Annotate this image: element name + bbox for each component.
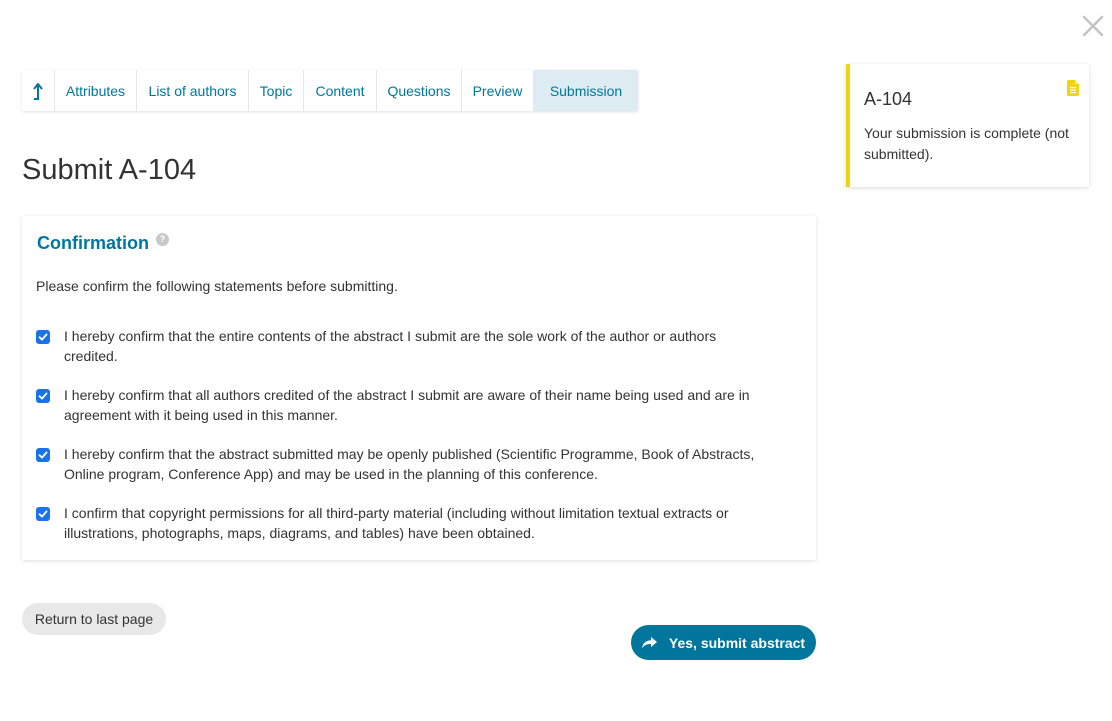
tab-attributes[interactable]: Attributes <box>55 70 137 111</box>
statement-publication <box>36 444 756 484</box>
check-icon <box>38 450 48 460</box>
confirmation-card <box>22 216 816 560</box>
confirmation-intro: Please confirm the following statements before submitting. <box>36 278 398 294</box>
statement-authors-aware <box>36 385 756 425</box>
submit-abstract-label: Yes, submit abstract <box>668 634 806 651</box>
statement-copyright <box>36 503 756 543</box>
statement-sole-work <box>36 326 756 366</box>
statement-text: I confirm that copyright permissions for all third-party material (including without limitation textual extracts or illustrations, photographs, maps, diagrams, and tables) have been obtained. <box>64 505 729 541</box>
arrow-up-icon <box>32 82 44 100</box>
close-icon <box>1079 12 1107 40</box>
share-arrow-icon <box>642 637 657 649</box>
question-icon[interactable]: ? <box>156 233 169 246</box>
statement-checkbox[interactable] <box>36 507 50 521</box>
tab-submission[interactable]: Submission <box>534 70 638 111</box>
statement-text: I hereby confirm that the abstract submitted may be openly published (Scientific Programme, Book of Abstracts, Online program, Conference App) and may be used in the planning of this conference. <box>64 446 755 482</box>
tab-questions[interactable]: Questions <box>377 70 462 111</box>
tab-content[interactable]: Content <box>304 70 377 111</box>
statement-checkbox[interactable] <box>36 448 50 462</box>
submission-tabs <box>22 70 638 111</box>
check-icon <box>38 509 48 519</box>
statement-checkbox[interactable] <box>36 330 50 344</box>
tab-preview[interactable]: Preview <box>462 70 534 111</box>
statement-checkbox[interactable] <box>36 389 50 403</box>
document-icon <box>1067 80 1079 101</box>
tab-back[interactable] <box>22 70 55 111</box>
check-icon <box>38 332 48 342</box>
confirmation-heading: Confirmation <box>37 233 149 253</box>
statement-text: I hereby confirm that the entire contents of the abstract I submit are the sole work of the author or authors credited. <box>64 328 717 364</box>
submission-id: A-104 <box>864 89 913 109</box>
page-title: Submit A-104 <box>22 154 197 186</box>
submission-status-panel <box>846 64 1089 187</box>
tab-topic[interactable]: Topic <box>249 70 304 111</box>
submit-abstract-button[interactable] <box>631 625 816 660</box>
check-icon <box>38 391 48 401</box>
return-to-last-page-button[interactable]: Return to last page <box>22 603 166 635</box>
tab-list-of-authors[interactable]: List of authors <box>137 70 249 111</box>
submission-status-text: Your submission is complete (not submitted). <box>864 125 1069 162</box>
statement-text: I hereby confirm that all authors credited of the abstract I submit are aware of their name being used and are in agreement with it being used in this manner. <box>64 387 750 423</box>
close-button[interactable] <box>1079 12 1107 40</box>
